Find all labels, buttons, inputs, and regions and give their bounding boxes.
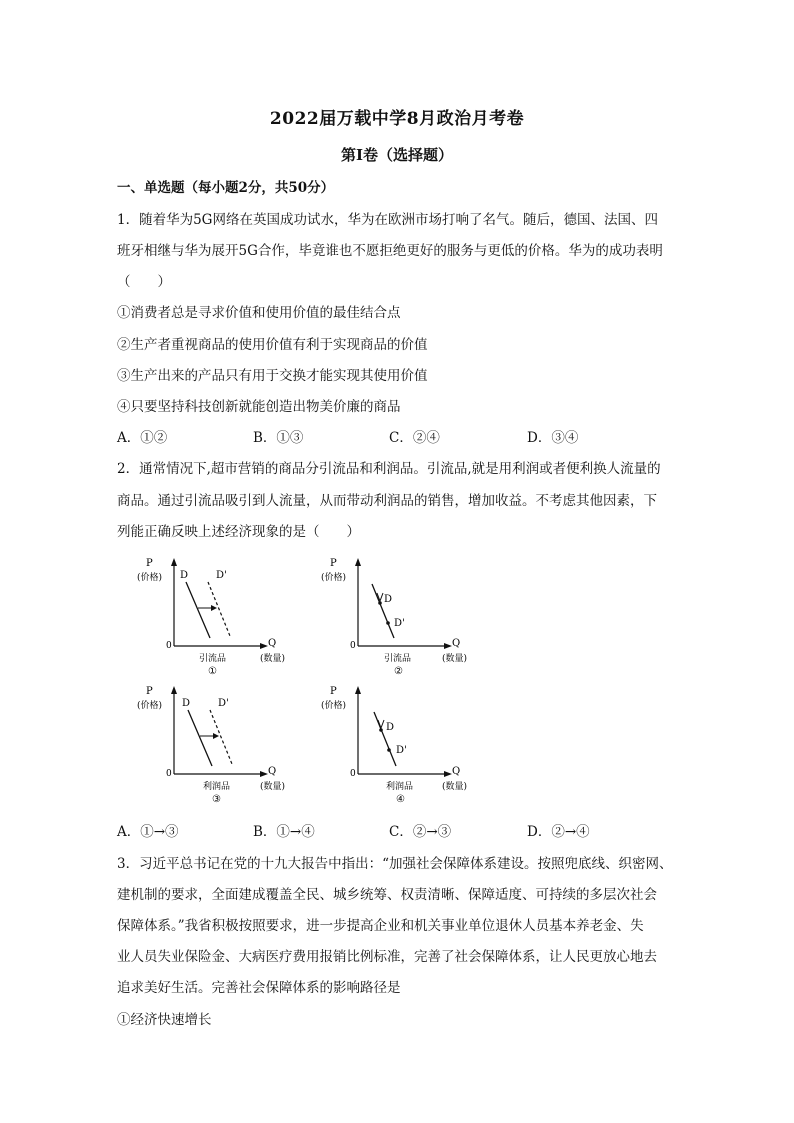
graph-2-origin: 0 [350, 641, 356, 651]
graph-4-d2-label: D' [396, 745, 407, 756]
graph-1-p-label: P [146, 558, 153, 569]
graph-3-q-unit: (数量) [260, 782, 286, 792]
q3-item: ①经济快速增长 [117, 1012, 212, 1028]
q3-stem-line: 3．习近平总书记在党的十九大报告中指出：“加强社会保障体系建设。按照兜底线、织密网、 [117, 856, 673, 872]
graph-4-demand-curve [374, 712, 396, 766]
graph-2-p-label: P [330, 558, 337, 569]
q2-stem-line: 列能正确反映上述经济现象的是（ ） [117, 524, 360, 540]
graph-2-q-unit: (数量) [442, 654, 468, 664]
q1-item: ②生产者重视商品的使用价值有利于实现商品的价值 [117, 337, 428, 353]
graph-2 [321, 558, 467, 677]
graph-2-q-label: Q [452, 638, 461, 649]
graph-4-q-label: Q [452, 766, 461, 777]
graph-1-q-label: Q [268, 638, 277, 649]
graph-1-d2-label: D' [216, 570, 227, 581]
graph-3-number: ③ [212, 794, 221, 805]
q1-option-a[interactable]: A．①② [117, 430, 168, 446]
graph-2-d-label: D [384, 594, 393, 605]
graph-3-caption: 利润品 [203, 782, 231, 792]
graph-2-demand-curve [372, 584, 394, 638]
q1-stem-line: （ ） [117, 274, 171, 290]
graph-2-p-unit: (价格) [321, 573, 347, 583]
graph-4-d-label: D [386, 722, 395, 733]
q3-stem-line: 业人员失业保险金、大病医疗费用报销比例标准，完善了社会保障体系，让人民更放心地去 [117, 949, 657, 965]
graph-2-caption: 引流品 [384, 654, 412, 664]
q1-stem-line: 班牙相继与华为展开5G合作，毕竟谁也不愿拒绝更好的服务与更低的价格。华为的成功表明 [117, 243, 663, 259]
graph-1-caption: 引流品 [199, 654, 227, 664]
exam-title: 2022届万载中学8月政治月考卷 [269, 109, 525, 129]
graph-1-demand-curve [186, 582, 210, 638]
graph-1-number: ① [208, 666, 217, 677]
q2-option-d[interactable]: D．②→④ [527, 824, 590, 840]
q2-option-a[interactable]: A．①→③ [117, 824, 179, 840]
q3-stem-line: 保障体系。”我省积极按照要求，进一步提高企业和机关事业单位退休人员基本养老金、失 [117, 918, 644, 934]
graph-1-q-unit: (数量) [260, 654, 286, 664]
q1-option-b[interactable]: B．①③ [253, 430, 304, 446]
graph-3-origin: 0 [166, 769, 172, 779]
graph-2-d2-label: D' [394, 618, 405, 629]
graph-4 [321, 686, 467, 805]
graph-1-p-unit: (价格) [137, 573, 163, 583]
q3-stem-line: 建机制的要求，全面建成覆盖全民、城乡统筹、权责清晰、保障适度、可持续的多层次社会 [117, 887, 657, 903]
graph-4-caption: 利润品 [386, 782, 414, 792]
q1-item: ③生产出来的产品只有用于交换才能实现其使用价值 [117, 368, 428, 384]
graph-4-p-unit: (价格) [321, 701, 347, 711]
q1-stem-line: 1．随着华为5G网络在英国成功试水，华为在欧洲市场打响了名气。随后，德国、法国、四 [117, 212, 658, 228]
graph-4-p-label: P [330, 686, 337, 697]
graph-1 [137, 558, 285, 677]
q2-option-c[interactable]: C．②→③ [389, 824, 452, 840]
q1-item: ④只要坚持科技创新就能创造出物美价廉的商品 [117, 399, 401, 415]
q1-option-c[interactable]: C．②④ [389, 430, 440, 446]
q1-item: ①消费者总是寻求价值和使用价值的最佳结合点 [117, 305, 401, 321]
q2-stem-line: 商品。通过引流品吸引到人流量，从而带动利润品的销售，增加收益。不考虑其他因素，下 [117, 493, 657, 509]
graph-3-p-unit: (价格) [137, 701, 163, 711]
graph-3-d2-label: D' [218, 698, 229, 709]
q3-stem-line: 追求美好生活。完善社会保障体系的影响路径是 [117, 980, 401, 996]
graph-4-q-unit: (数量) [442, 782, 468, 792]
q1-option-d[interactable]: D．③④ [527, 430, 579, 446]
graph-3 [137, 686, 285, 805]
exam-subtitle: 第Ⅰ卷（选择题） [340, 146, 454, 164]
section-heading: 一、单选题（每小题2分，共50分） [117, 180, 335, 196]
graph-2-point-d2 [386, 621, 390, 625]
graph-3-demand-curve [188, 710, 212, 766]
graph-1-origin: 0 [166, 641, 172, 651]
graph-3-p-label: P [146, 686, 153, 697]
graph-3-q-label: Q [268, 766, 277, 777]
graph-4-origin: 0 [350, 769, 356, 779]
graph-3-d-label: D [182, 698, 191, 709]
graph-1-shifted-curve [208, 582, 230, 636]
q2-stem-line: 2．通常情况下,超市营销的商品分引流品和利润品。引流品,就是用利润或者便利换人流量的 [117, 461, 661, 477]
graph-2-number: ② [394, 666, 403, 677]
q2-option-b[interactable]: B．①→④ [253, 824, 315, 840]
graph-4-point-d2 [387, 748, 391, 752]
graph-4-number: ④ [396, 794, 405, 805]
graph-1-d-label: D [180, 570, 189, 581]
graph-3-shifted-curve [210, 710, 232, 764]
